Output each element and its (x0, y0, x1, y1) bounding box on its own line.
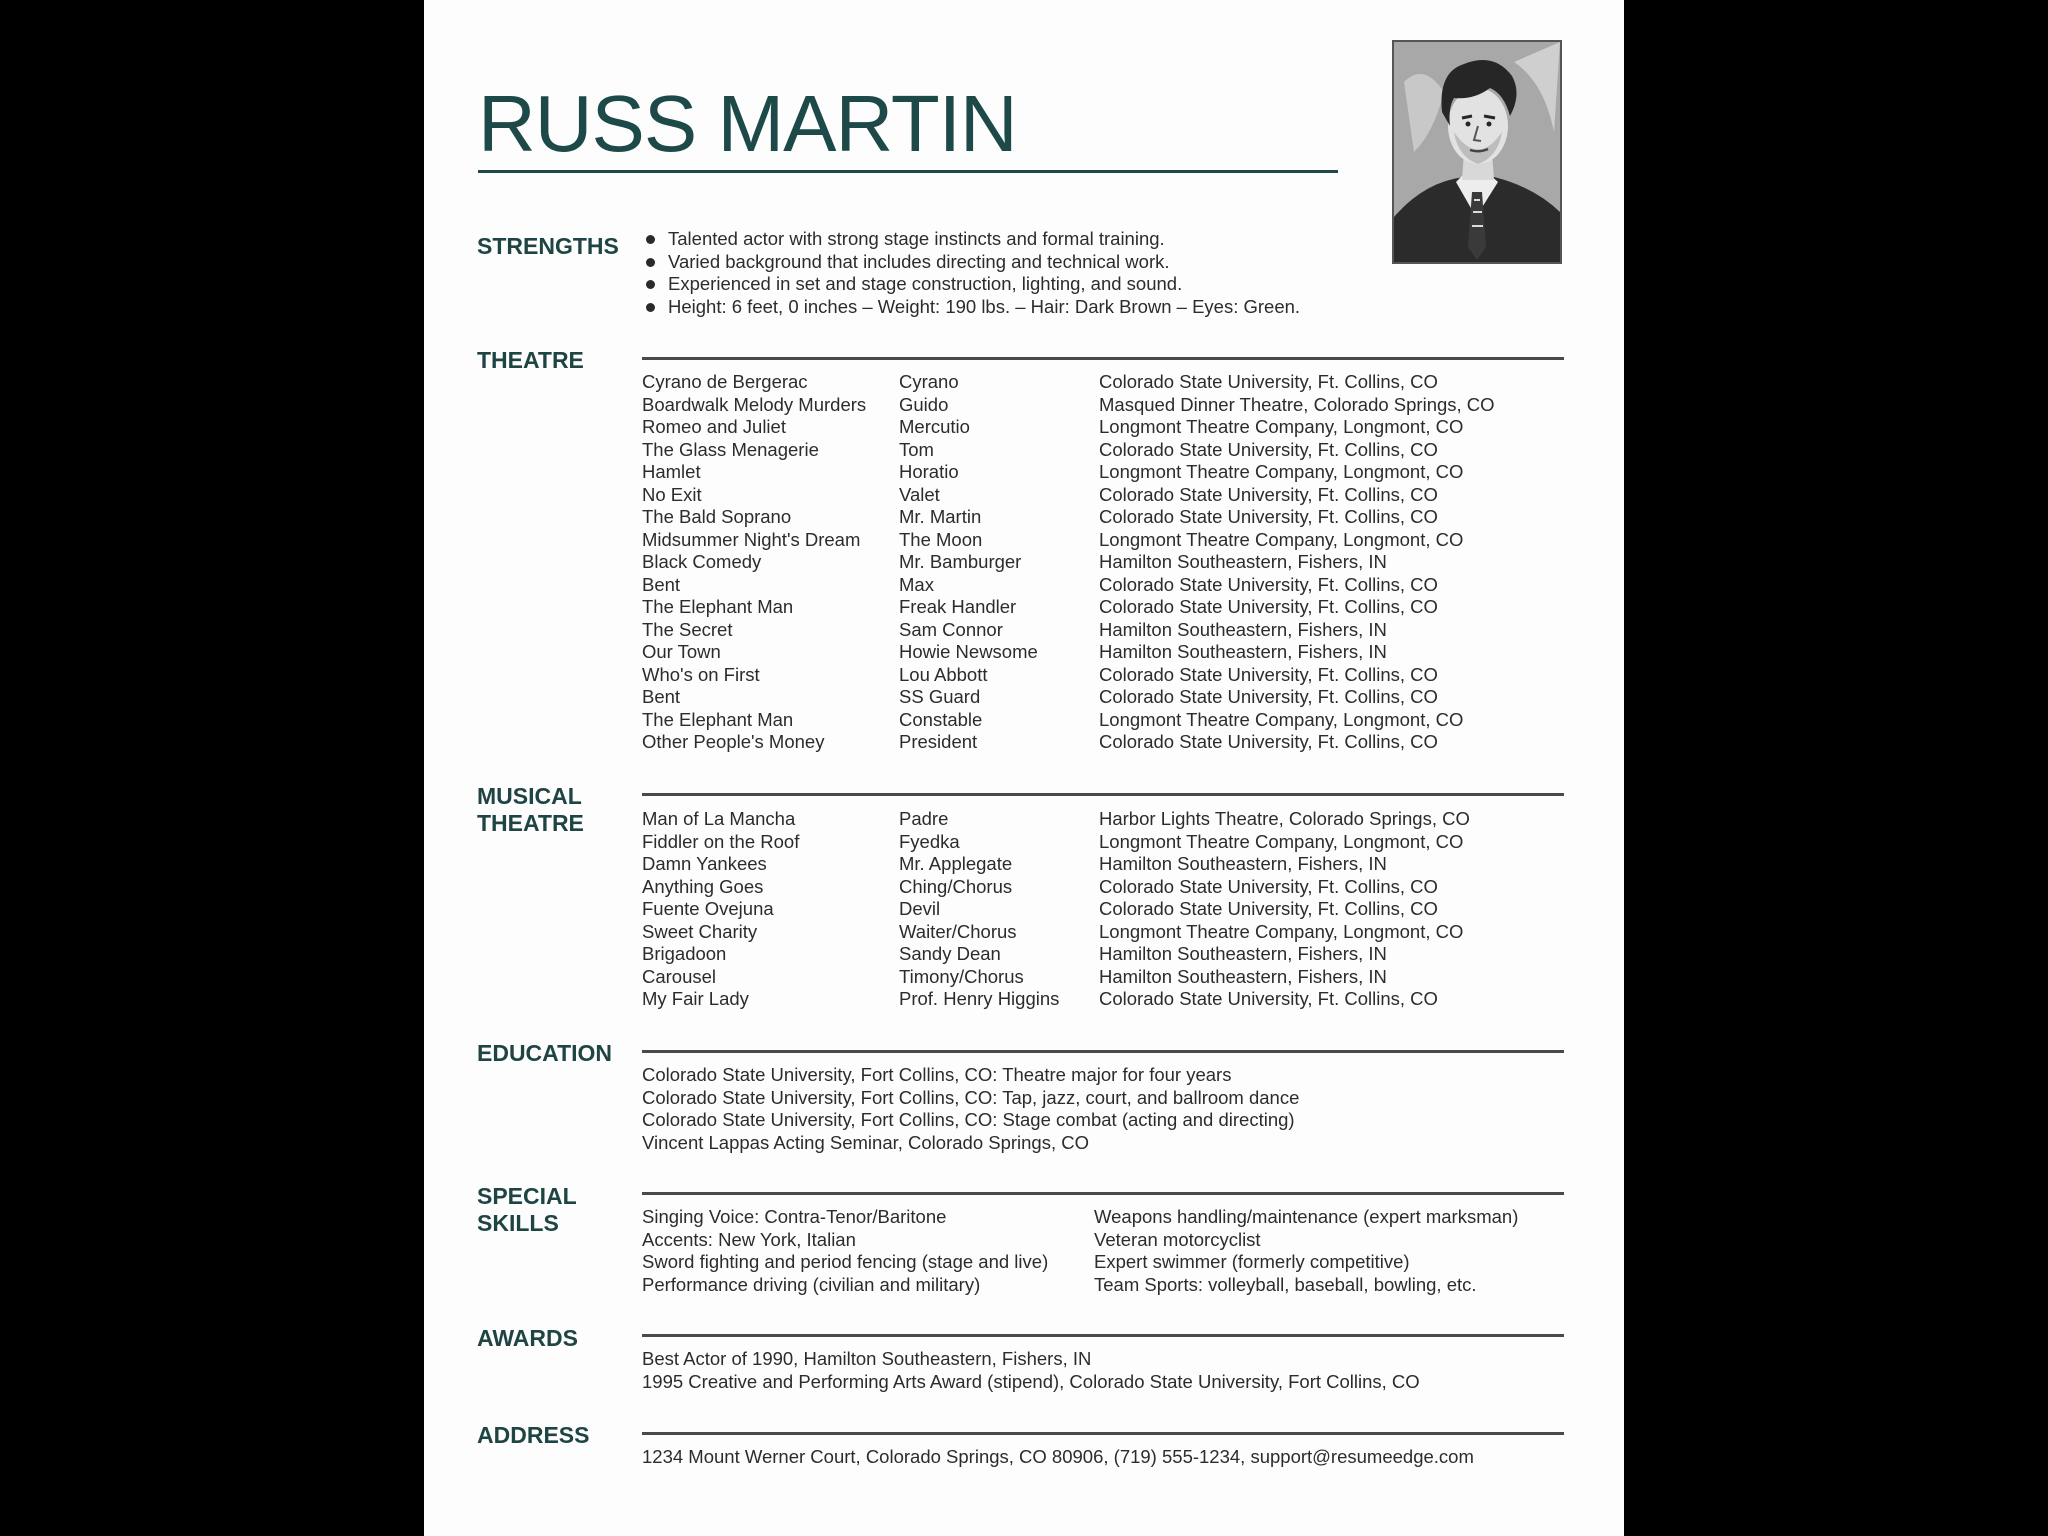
theatre-table (642, 371, 1539, 754)
table-cell: Damn Yankees (642, 853, 767, 874)
table-cell: Hamilton Southeastern, Fishers, IN (1099, 853, 1387, 874)
table-cell: Sandy Dean (899, 943, 1001, 964)
table-cell: Masqued Dinner Theatre, Colorado Springs, CO (1099, 393, 1495, 415)
education-list (642, 1064, 1299, 1154)
awards-list (642, 1348, 1420, 1393)
table-cell: Tom (899, 438, 934, 460)
address-line: 1234 Mount Werner Court, Colorado Springs, CO 80906, (719) 555-1234, support@resumeedge.com (642, 1446, 1474, 1467)
table-cell: Longmont Theatre Company, Longmont, CO (1099, 920, 1464, 942)
list-item: Height: 6 feet, 0 inches – Weight: 190 lbs. – Hair: Dark Brown – Eyes: Green. (644, 296, 1300, 319)
section-divider (642, 1334, 1564, 1337)
awards-heading: AWARDS (477, 1325, 578, 1351)
list-item: Vincent Lappas Acting Seminar, Colorado Springs, CO (642, 1131, 1089, 1153)
table-cell: Mercutio (899, 416, 970, 437)
table-cell: Anything Goes (642, 875, 764, 897)
table-cell: Sweet Charity (642, 920, 758, 942)
table-cell: Team Sports: volleyball, baseball, bowling, etc. (1094, 1273, 1477, 1295)
table-cell: Longmont Theatre Company, Longmont, CO (1099, 416, 1464, 437)
table-cell: Colorado State University, Ft. Collins, CO (1099, 371, 1438, 392)
table-cell: Fuente Ovejuna (642, 898, 774, 919)
table-cell: Mr. Martin (899, 506, 982, 527)
list-item: Colorado State University, Fort Collins, CO: Tap, jazz, court, and ballroom dance (642, 1086, 1300, 1108)
table-cell: Padre (899, 808, 949, 829)
list-item: Talented actor with strong stage instincts and formal training. (644, 228, 1300, 251)
table-cell: Boardwalk Melody Murders (642, 393, 867, 415)
education-heading: EDUCATION (477, 1040, 613, 1066)
table-cell: Hamilton Southeastern, Fishers, IN (1099, 965, 1387, 987)
table-cell: Waiter/Chorus (899, 920, 1017, 942)
table-cell: Midsummer Night's Dream (642, 528, 861, 550)
table-cell: Devil (899, 898, 941, 919)
table-cell: Colorado State University, Ft. Collins, CO (1099, 483, 1438, 505)
table-cell: Colorado State University, Ft. Collins, CO (1099, 686, 1438, 707)
table-cell: Ching/Chorus (899, 875, 1013, 897)
table-cell: Fiddler on the Roof (642, 830, 800, 852)
table-cell: Freak Handler (899, 596, 1017, 617)
table-cell: Colorado State University, Ft. Collins, CO (1099, 596, 1438, 617)
table-cell: Bent (642, 573, 681, 595)
table-cell: Constable (899, 708, 983, 730)
headshot-photo (1392, 40, 1562, 264)
table-cell: Harbor Lights Theatre, Colorado Springs, CO (1099, 808, 1470, 829)
table-cell: Longmont Theatre Company, Longmont, CO (1099, 528, 1464, 550)
name-underline (478, 170, 1338, 173)
table-cell: No Exit (642, 483, 702, 505)
list-item: Varied background that includes directing and technical work. (644, 251, 1300, 274)
table-cell: Bent (642, 686, 681, 707)
table-cell: The Moon (899, 528, 983, 550)
table-cell: Horatio (899, 461, 959, 482)
table-cell: Mr. Applegate (899, 853, 1013, 874)
table-cell: Longmont Theatre Company, Longmont, CO (1099, 708, 1464, 730)
table-cell: Romeo and Juliet (642, 416, 786, 437)
table-cell: Howie Newsome (899, 641, 1038, 662)
table-cell: Hamilton Southeastern, Fishers, IN (1099, 551, 1387, 572)
table-cell: Colorado State University, Ft. Collins, CO (1099, 898, 1438, 919)
table-cell: Expert swimmer (formerly competitive) (1094, 1251, 1410, 1272)
table-cell: President (899, 731, 978, 752)
list-item: Colorado State University, Fort Collins, CO: Theatre major for four years (642, 1064, 1232, 1085)
resume-page (424, 0, 1624, 1536)
table-cell: Colorado State University, Ft. Collins, CO (1099, 875, 1438, 897)
table-cell: The Bald Soprano (642, 506, 792, 527)
section-divider (642, 1192, 1564, 1195)
table-cell: Prof. Henry Higgins (899, 988, 1060, 1009)
section-divider (642, 1050, 1564, 1053)
table-cell: Hamilton Southeastern, Fishers, IN (1099, 641, 1387, 662)
special-skills-heading: SPECIAL SKILLS (477, 1183, 577, 1236)
table-cell: Other People's Money (642, 731, 825, 752)
table-cell: The Glass Menagerie (642, 438, 819, 460)
table-cell: Colorado State University, Ft. Collins, CO (1099, 573, 1438, 595)
list-item: Best Actor of 1990, Hamilton Southeastern, Fishers, IN (642, 1348, 1092, 1369)
table-cell: Longmont Theatre Company, Longmont, CO (1099, 830, 1464, 852)
section-divider (642, 1432, 1564, 1435)
table-cell: Hamilton Southeastern, Fishers, IN (1099, 943, 1387, 964)
table-cell: My Fair Lady (642, 988, 749, 1009)
strengths-heading: STRENGTHS (477, 233, 619, 259)
table-cell: Cyrano de Bergerac (642, 371, 808, 392)
headshot-icon (1394, 42, 1560, 262)
table-cell: The Secret (642, 618, 733, 640)
theatre-heading: THEATRE (477, 347, 584, 373)
list-item: Colorado State University, Fort Collins, CO: Stage combat (acting and directing) (642, 1109, 1295, 1130)
table-cell: Accents: New York, Italian (642, 1228, 856, 1250)
table-cell: Sword fighting and period fencing (stage and live) (642, 1251, 1049, 1272)
list-item: 1995 Creative and Performing Arts Award (stipend), Colorado State University, Fort Collins, CO (642, 1370, 1420, 1392)
table-cell: The Elephant Man (642, 596, 794, 617)
table-cell: Fyedka (899, 830, 960, 852)
table-cell: Lou Abbott (899, 663, 988, 685)
table-cell: Colorado State University, Ft. Collins, CO (1099, 506, 1438, 527)
table-cell: Who's on First (642, 663, 760, 685)
table-cell: Brigadoon (642, 943, 727, 964)
table-cell: Our Town (642, 641, 721, 662)
special-skills-table (642, 1206, 1554, 1296)
table-cell: Longmont Theatre Company, Longmont, CO (1099, 461, 1464, 482)
table-cell: Guido (899, 393, 949, 415)
table-cell: Colorado State University, Ft. Collins, CO (1099, 731, 1438, 752)
table-cell: Sam Connor (899, 618, 1003, 640)
section-divider (642, 793, 1564, 796)
table-cell: SS Guard (899, 686, 981, 707)
section-divider (642, 357, 1564, 360)
table-cell: The Elephant Man (642, 708, 794, 730)
table-cell: Timony/Chorus (899, 965, 1024, 987)
table-cell: Valet (899, 483, 940, 505)
table-cell: Veteran motorcyclist (1094, 1228, 1261, 1250)
table-cell: Colorado State University, Ft. Collins, CO (1099, 988, 1438, 1009)
table-cell: Colorado State University, Ft. Collins, CO (1099, 438, 1438, 460)
table-cell: Weapons handling/maintenance (expert marksman) (1094, 1206, 1519, 1227)
address-heading: ADDRESS (477, 1422, 590, 1448)
table-cell: Colorado State University, Ft. Collins, CO (1099, 663, 1438, 685)
table-cell: Cyrano (899, 371, 959, 392)
table-cell: Hamilton Southeastern, Fishers, IN (1099, 618, 1387, 640)
table-cell: Max (899, 573, 934, 595)
musical-theatre-heading: MUSICAL THEATRE (477, 783, 584, 836)
table-cell: Performance driving (civilian and military) (642, 1273, 981, 1295)
table-cell: Carousel (642, 965, 717, 987)
table-cell: Mr. Bamburger (899, 551, 1022, 572)
musical-theatre-table (642, 808, 1539, 1011)
list-item: Experienced in set and stage construction, lighting, and sound. (644, 273, 1300, 296)
table-cell: Black Comedy (642, 551, 762, 572)
candidate-name: RUSS MARTIN (478, 79, 1017, 168)
table-cell: Man of La Mancha (642, 808, 796, 829)
table-cell: Singing Voice: Contra-Tenor/Baritone (642, 1206, 947, 1227)
table-cell: Hamlet (642, 461, 701, 482)
strengths-list (644, 228, 1300, 318)
